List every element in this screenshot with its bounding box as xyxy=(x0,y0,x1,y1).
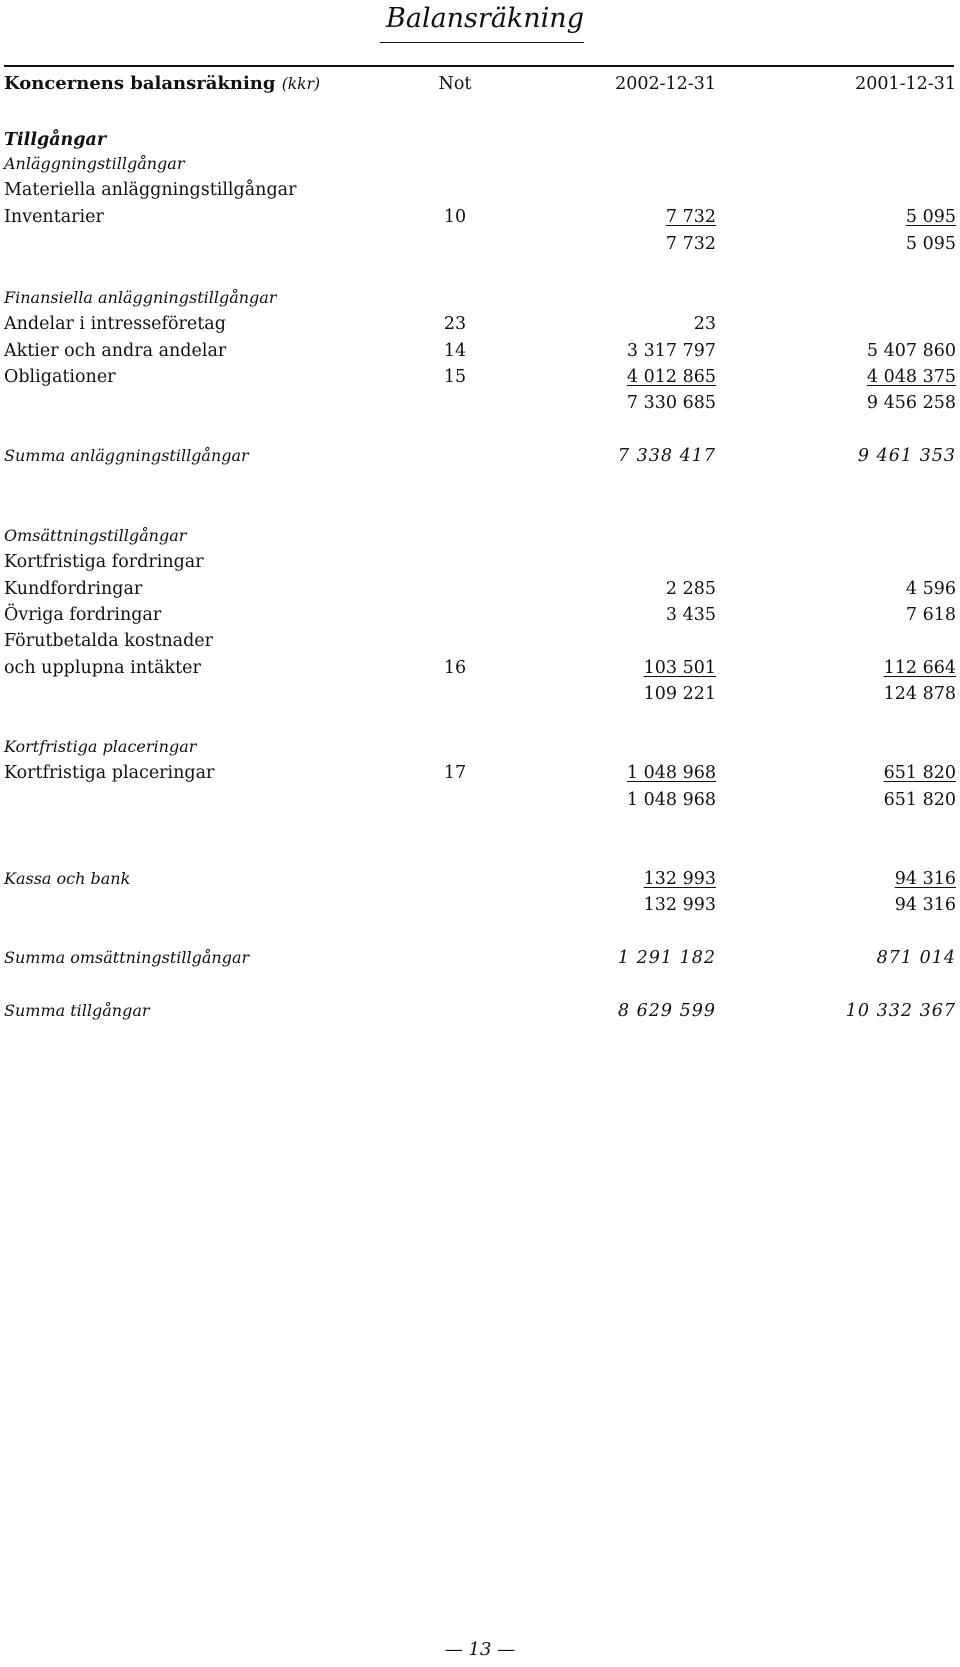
header-note: Not xyxy=(438,74,472,94)
subsection-heading xyxy=(0,284,960,312)
table-row xyxy=(0,759,960,787)
table-row xyxy=(0,654,960,682)
row-value-2001: 5 407 860 xyxy=(866,341,956,361)
group-heading xyxy=(0,176,960,204)
row-value-2001: 94 316 xyxy=(894,895,956,915)
row-label: Summa omsättningstillgångar xyxy=(4,948,250,967)
row-value-2001: 10 332 367 xyxy=(845,1001,956,1021)
row-label: Summa anläggningstillgångar xyxy=(4,446,249,465)
row-value-2002: 1 048 968 xyxy=(626,790,716,810)
header-col-2002: 2002-12-31 xyxy=(615,74,716,94)
total-row xyxy=(0,442,960,470)
title-underline xyxy=(380,42,584,43)
table-header xyxy=(0,70,960,98)
row-label: Kortfristiga fordringar xyxy=(4,552,204,572)
grand-total-row xyxy=(0,997,960,1025)
table-row xyxy=(0,575,960,603)
row-label: Övriga fordringar xyxy=(4,605,162,625)
table-row xyxy=(0,203,960,231)
page-title: Balansräkning xyxy=(386,3,584,34)
row-label: Aktier och andra andelar xyxy=(4,341,227,361)
row-value-2001: 871 014 xyxy=(876,948,956,968)
total-row xyxy=(0,944,960,972)
row-value-2001: 94 316 xyxy=(894,869,956,889)
row-label: Kundfordringar xyxy=(4,579,143,599)
subtotal-row xyxy=(0,680,960,708)
row-value-2002: 132 993 xyxy=(643,869,716,889)
row-label: Inventarier xyxy=(4,207,104,227)
table-row xyxy=(0,310,960,338)
row-note: 23 xyxy=(443,314,467,334)
table-row xyxy=(0,601,960,629)
row-value-2002: 1 048 968 xyxy=(626,763,716,783)
subsection-heading xyxy=(0,150,960,178)
row-value-2002: 103 501 xyxy=(643,658,716,678)
row-value-2001: 5 095 xyxy=(905,234,956,254)
row-note: 17 xyxy=(443,763,467,783)
row-note: 15 xyxy=(443,367,467,387)
row-label: Finansiella anläggningstillgångar xyxy=(4,288,277,307)
header-col-2001: 2001-12-31 xyxy=(855,74,956,94)
row-value-2002: 109 221 xyxy=(643,684,716,704)
row-value-2002: 7 732 xyxy=(665,234,716,254)
row-label: Kortfristiga placeringar xyxy=(4,763,215,783)
row-value-2001: 4 048 375 xyxy=(866,367,956,387)
subtotal-row xyxy=(0,389,960,417)
row-label: Tillgångar xyxy=(4,130,107,150)
row-value-2002: 4 012 865 xyxy=(626,367,716,387)
table-row xyxy=(0,337,960,365)
row-label: Förutbetalda kostnader xyxy=(4,631,213,651)
row-value-2002: 7 330 685 xyxy=(626,393,716,413)
row-label: Summa tillgångar xyxy=(4,1001,150,1020)
row-value-2002: 3 317 797 xyxy=(626,341,716,361)
row-value-2002: 3 435 xyxy=(665,605,716,625)
group-heading xyxy=(0,548,960,576)
row-note: 10 xyxy=(443,207,467,227)
header-unit: (kkr) xyxy=(281,75,321,93)
table-row xyxy=(0,865,960,893)
row-value-2002: 2 285 xyxy=(665,579,716,599)
row-value-2001: 124 878 xyxy=(883,684,956,704)
row-label: Obligationer xyxy=(4,367,116,387)
row-note: 14 xyxy=(443,341,467,361)
subtotal-row xyxy=(0,891,960,919)
row-label: Anläggningstillgångar xyxy=(4,154,185,173)
row-value-2002: 132 993 xyxy=(643,895,716,915)
row-value-2002: 7 732 xyxy=(665,207,716,227)
row-value-2001: 651 820 xyxy=(883,763,956,783)
row-value-2002: 7 338 417 xyxy=(617,446,716,466)
table-row xyxy=(0,627,960,655)
page-number: — 13 — xyxy=(444,1639,516,1660)
subsection-heading xyxy=(0,522,960,550)
row-value-2001: 9 461 353 xyxy=(857,446,956,466)
row-value-2001: 4 596 xyxy=(905,579,956,599)
row-label: och upplupna intäkter xyxy=(4,658,201,678)
row-label: Kassa och bank xyxy=(4,869,131,888)
row-value-2001: 9 456 258 xyxy=(866,393,956,413)
subtotal-row xyxy=(0,786,960,814)
row-value-2001: 5 095 xyxy=(905,207,956,227)
row-note: 16 xyxy=(443,658,467,678)
row-label: Materiella anläggningstillgångar xyxy=(4,180,297,200)
subtotal-row xyxy=(0,230,960,258)
row-value-2002: 1 291 182 xyxy=(617,948,716,968)
row-value-2001: 651 820 xyxy=(883,790,956,810)
row-value-2001: 7 618 xyxy=(905,605,956,625)
row-value-2002: 8 629 599 xyxy=(617,1001,716,1021)
table-row xyxy=(0,363,960,391)
header-rule xyxy=(4,65,954,67)
row-label: Kortfristiga placeringar xyxy=(4,737,197,756)
row-label: Andelar i intresseföretag xyxy=(4,314,226,334)
subsection-heading xyxy=(0,733,960,761)
row-label: Omsättningstillgångar xyxy=(4,526,187,545)
row-value-2001: 112 664 xyxy=(883,658,956,678)
row-value-2002: 23 xyxy=(693,314,716,334)
header-label: Koncernens balansräkning (kkr) xyxy=(4,73,321,94)
